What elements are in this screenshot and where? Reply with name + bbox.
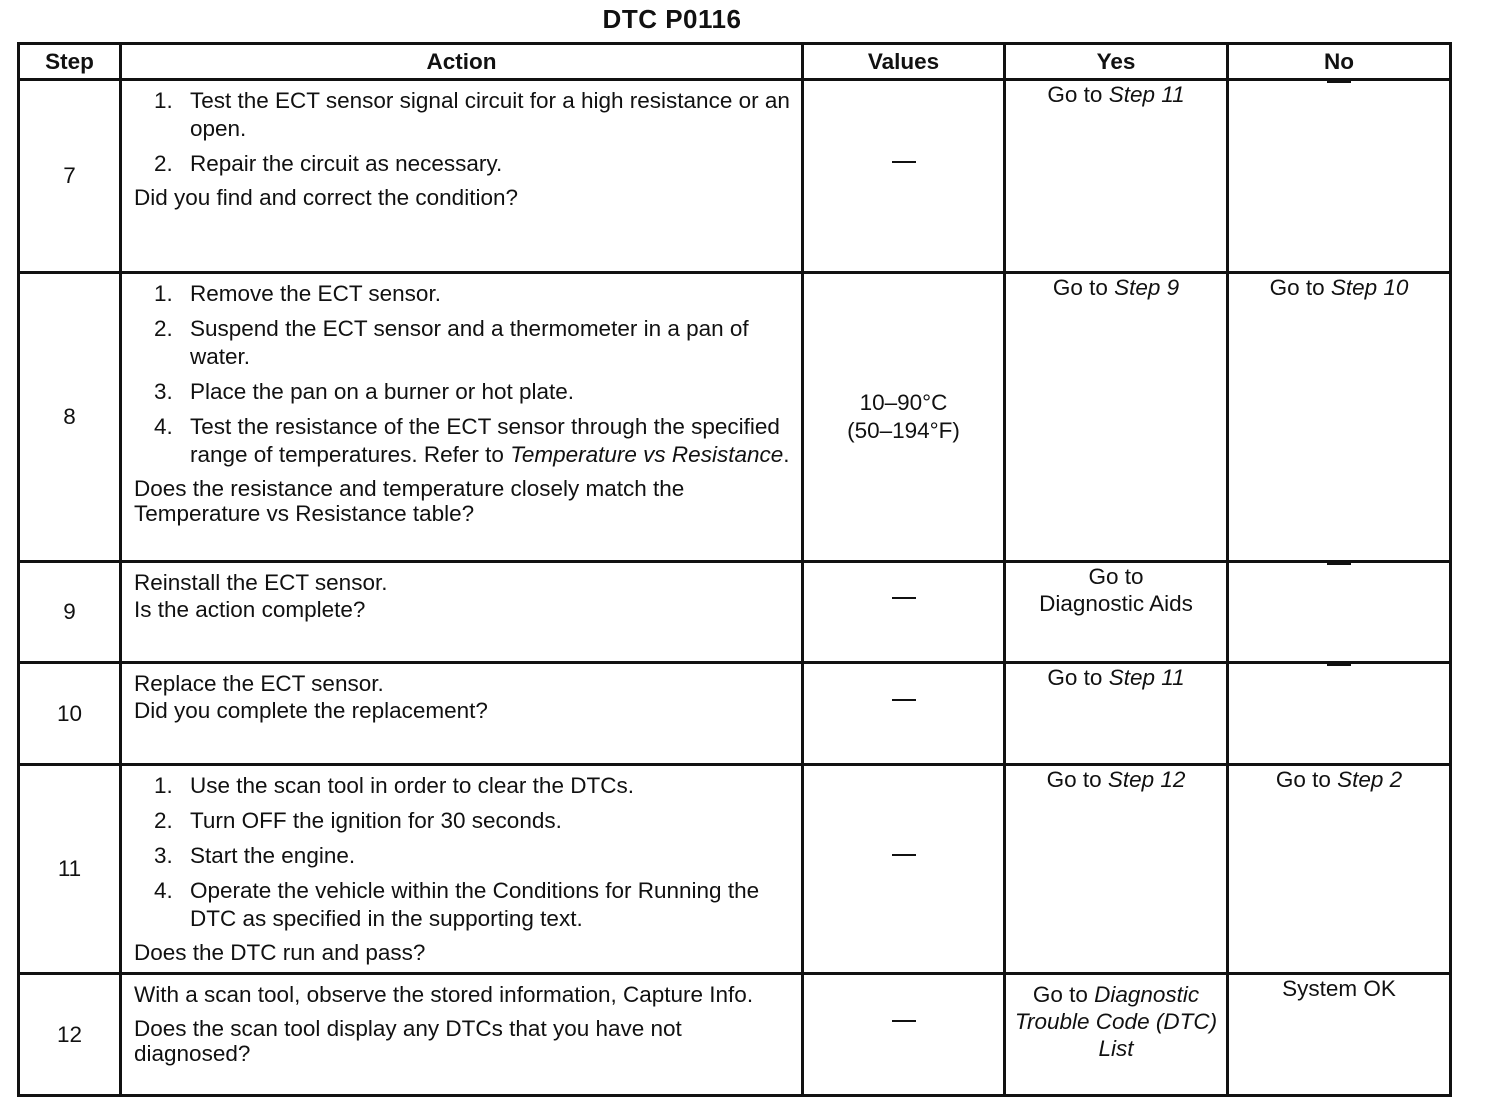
yes-cell [1005,765,1228,974]
dash-mark [1229,81,1449,83]
step-number: 9 [19,562,121,663]
action-text: With a scan tool, observe the stored information, Capture Info. [134,982,754,1007]
action-cell [121,562,803,663]
step-number: 12 [19,974,121,1096]
step-number: 11 [19,765,121,974]
step-number: 8 [19,273,121,562]
reference-link: Temperature vs Resistance [510,442,784,467]
table-header-row [19,44,1451,80]
dash-mark [804,597,1003,627]
action-cell [121,663,803,765]
dash-mark [804,161,1003,191]
list-item: 1. Test the ECT sensor signal circuit for a high resistance or an open. [154,88,790,141]
action-cell [121,80,803,273]
action-text: Reinstall the ECT sensor. [134,570,388,595]
header-step: Step [19,44,121,80]
no-cell [1228,765,1451,974]
action-cell [121,974,803,1096]
values-cell [803,765,1005,974]
table-row [19,562,1451,663]
question-text: Does the DTC run and pass? [134,940,426,965]
list-item: 3. Start the engine. [154,843,356,868]
goto-link[interactable]: Go to Step 11 [1047,82,1185,107]
dash-mark [804,699,1003,729]
values-cell [803,80,1005,273]
list-item: 1. Remove the ECT sensor. [154,281,441,306]
list-item: 1. Use the scan tool in order to clear the DTCs. [154,773,634,798]
no-cell [1228,80,1451,273]
table-row [19,663,1451,765]
goto-link[interactable]: Go to Diagnostic Trouble Code (DTC) List [1014,982,1218,1061]
action-cell [121,273,803,562]
list-item: 2. Suspend the ECT sensor and a thermometer in a pan of water. [154,316,749,369]
action-cell [121,765,803,974]
yes-cell [1005,562,1228,663]
action-text: Replace the ECT sensor. [134,671,384,696]
question-text: Is the action complete? [134,597,366,622]
step-number: 7 [19,80,121,273]
value-celsius: 10–90°C [859,390,948,415]
no-cell [1228,273,1451,562]
step-number: 10 [19,663,121,765]
list-item: 3. Place the pan on a burner or hot plate. [154,379,575,404]
table-row [19,80,1451,273]
dash-mark [804,1020,1003,1050]
yes-cell [1005,80,1228,273]
header-no: No [1228,44,1451,80]
list-item: 2. Repair the circuit as necessary. [154,151,503,176]
question-text: Does the resistance and temperature closely match the Temperature vs Resistance table? [134,476,685,526]
values-cell [803,273,1005,562]
table-row [19,974,1451,1096]
no-cell [1228,663,1451,765]
values-cell [803,663,1005,765]
question-text: Did you find and correct the condition? [134,185,518,210]
no-cell [1228,562,1451,663]
goto-link[interactable]: Go to Diagnostic Aids [1039,564,1193,616]
list-item: 4. Test the resistance of the ECT sensor through the specified range of temperatures. Refer to Temperature vs Resistance. [154,414,790,467]
list-item: 2. Turn OFF the ignition for 30 seconds. [154,808,562,833]
header-action: Action [121,44,803,80]
question-text: Did you complete the replacement? [134,698,488,723]
dtc-table [17,42,1452,1097]
system-ok-text: System OK [1282,976,1396,1001]
header-values: Values [803,44,1005,80]
dash-mark [804,854,1003,884]
table-row [19,273,1451,562]
no-cell [1228,974,1451,1096]
value-fahrenheit: (50–194°F) [847,418,960,443]
list-item: 4. Operate the vehicle within the Conditions for Running the DTC as specified in the supporting text. [154,878,760,931]
values-cell [803,562,1005,663]
values-cell [803,974,1005,1096]
header-yes: Yes [1005,44,1228,80]
goto-link[interactable]: Go to Step 9 [1052,275,1180,300]
goto-link[interactable]: Go to Step 12 [1046,767,1186,792]
dash-mark [1229,664,1449,666]
dash-mark [1229,563,1449,565]
yes-cell [1005,273,1228,562]
question-text: Does the scan tool display any DTCs that you have not diagnosed? [134,1016,682,1066]
goto-link[interactable]: Go to Step 11 [1047,665,1185,690]
yes-cell [1005,974,1228,1096]
page-title: DTC P0116 [602,4,742,34]
goto-link[interactable]: Go to Step 2 [1275,767,1403,792]
yes-cell [1005,663,1228,765]
goto-link[interactable]: Go to Step 10 [1269,275,1409,300]
table-row [19,765,1451,974]
